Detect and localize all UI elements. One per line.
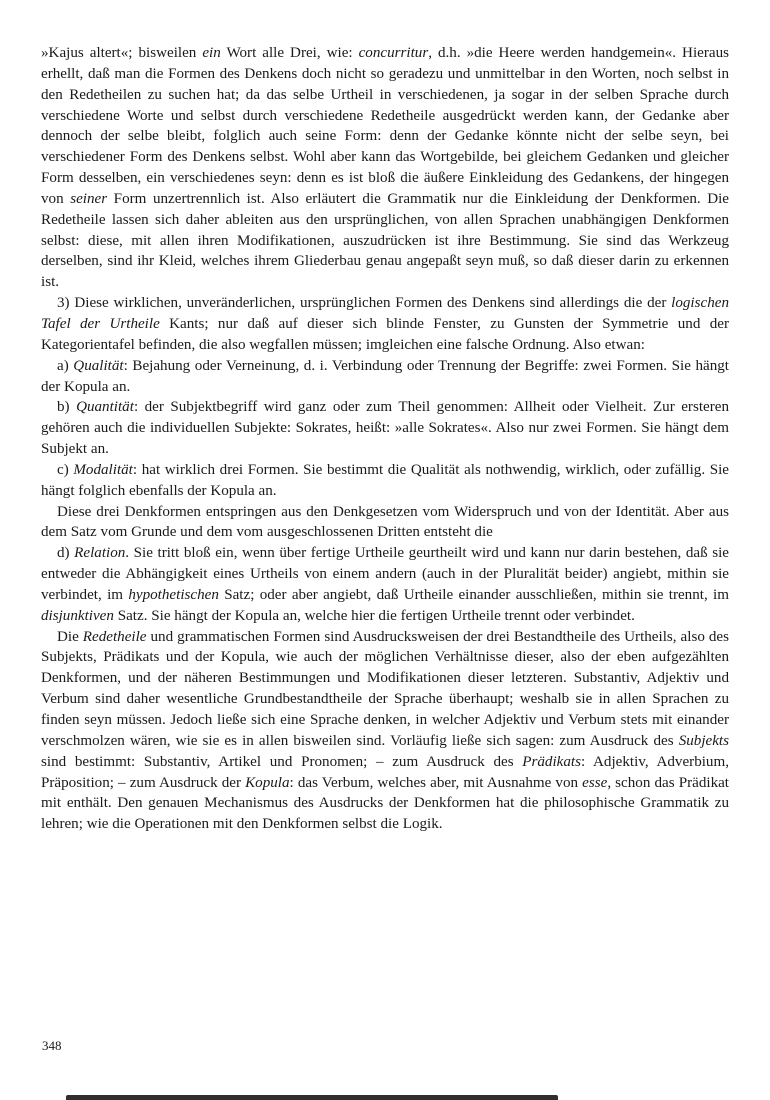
paragraph bbox=[41, 543, 729, 626]
text-run: c) bbox=[57, 461, 74, 478]
italic-text-run: Kopula bbox=[245, 774, 290, 791]
text-run: , schon das Prädikat mit enthält. Den genauen Mechanismus des Ausdrucks der Denkformen hat die philosophische Grammatik zu lehren; wie die Operationen mit den Denkformen selbst die Logik. bbox=[41, 774, 730, 833]
italic-text-run: Subjekts bbox=[678, 732, 729, 749]
paragraph bbox=[41, 356, 729, 398]
italic-text-run: esse bbox=[582, 774, 608, 791]
paragraph bbox=[41, 627, 729, 835]
text-run: Die bbox=[57, 628, 83, 645]
italic-text-run: Relation bbox=[74, 545, 126, 562]
italic-text-run: logischen Tafel der Urtheile bbox=[41, 295, 729, 332]
italic-text-run: seiner bbox=[70, 190, 108, 207]
text-run: Satz. Sie hängt der Kopula an, welche hier die fertigen Urtheile trennt oder verbindet. bbox=[113, 607, 635, 624]
paragraph bbox=[41, 397, 729, 460]
text-block bbox=[41, 43, 729, 835]
italic-text-run: ein bbox=[202, 45, 221, 61]
text-run: 3) Diese wirklichen, unveränderlichen, ursprünglichen Formen des Denkens sind allerdings die der bbox=[57, 295, 672, 312]
page-number: 348 bbox=[42, 1038, 62, 1053]
text-run: b) bbox=[57, 399, 77, 416]
page-edge-artifact bbox=[66, 1095, 558, 1100]
italic-text-run: Prädikats bbox=[522, 753, 581, 770]
text-run: a) bbox=[57, 357, 74, 374]
italic-text-run: hypothetischen bbox=[128, 586, 219, 603]
italic-text-run: Modalität bbox=[73, 461, 133, 478]
italic-text-run: Qualität bbox=[73, 357, 124, 374]
text-run: Satz; oder aber angiebt, daß Urtheile einander ausschließen, mithin sie trennt, im bbox=[218, 586, 729, 603]
paragraph bbox=[41, 293, 729, 356]
text-run: : hat wirklich drei Formen. Sie bestimmt die Qualität als nothwendig, wirklich, oder zufällig. Sie hängt folglich ebenfalls der Kopula an. bbox=[41, 461, 729, 499]
text-run: : Bejahung oder Verneinung, d. i. Verbindung oder Trennung der Begriffe: zwei Formen. Sie hängt der Kopula an. bbox=[41, 357, 730, 395]
text-run: »Kajus altert«; bisweilen bbox=[41, 45, 203, 61]
italic-text-run: Quantität bbox=[76, 399, 134, 416]
text-run: : Adjektiv, Adverbium, Präposition; – zum Ausdruck der bbox=[41, 753, 729, 791]
text-run: Kants; nur daß auf dieser sich blinde Fenster, zu Gunsten der Symmetrie und der Kategorientafel befinden, die also wegfallen müssen; imgleichen eine falsche Ordnung. Also etwan: bbox=[41, 315, 730, 353]
paragraph bbox=[41, 43, 729, 293]
text-run: . Sie tritt bloß ein, wenn über fertige Urtheile geurtheilt wird und kann nur darin bestehen, daß sie entweder die Abhängigkeit eines Urtheils von einem andern (auch in der Pluralität beider) angiebt, mithin sie verbindet, im bbox=[41, 545, 729, 603]
paragraph bbox=[41, 502, 729, 544]
italic-text-run: concurritur bbox=[358, 45, 429, 61]
paragraph bbox=[41, 460, 729, 502]
text-run: , d.h. »die Heere werden handgemein«. Hieraus erhellt, daß man die Formen des Denkens doch nicht so geradezu und unmittelbar in den Worten, noch selbst in den Redetheilen zu suchen hat; da das selbe Urtheil in verschiedenen, ja sogar in der selben Sprache durch verschiedene Worte und selbst durch verschiedene Redetheile ausgedrückt werden kann, der Gedanke aber dennoch der selbe bleibt, folglich auch seine Form: denn der Gedanke könnte nicht der selbe seyn, bei verschiedener Form des Denkens selbst. Wohl aber kann das Wortgebilde, bei gleichem Gedanken und gleicher Form desselben, ein verschiedenes seyn: denn es ist bloß die äußere Einkleidung des Gedankens, der hingegen von bbox=[41, 45, 729, 207]
italic-text-run: disjunktiven bbox=[41, 607, 114, 624]
text-run: : der Subjektbegriff wird ganz oder zum Theil genommen: Allheit oder Vielheit. Zur ersteren gehören auch die individuellen Subjekte: Sokrates, heißt: »alle Sokrates«. Also nur zwei Formen. Sie hängt dem Subjekt an. bbox=[41, 399, 729, 458]
text-run: Diese drei Denkformen entspringen aus den Denkgesetzen vom Widerspruch und von der Identität. Aber aus dem Satz vom Grunde und dem vom ausgeschlossenen Dritten entsteht die bbox=[41, 503, 729, 541]
text-run: : das Verbum, welches aber, mit Ausnahme von bbox=[289, 774, 583, 791]
text-run: sind bestimmt: Substantiv, Artikel und Pronomen; – zum Ausdruck des bbox=[41, 753, 523, 770]
text-run: Form unzertrennlich ist. Also erläutert die Grammatik nur die Einkleidung der Denkformen. Die Redetheile lassen sich daher ableiten aus den ursprünglichen, von allen Sprachen unabhängigen Denkformen selbst: diese, mit allen ihren Modifikationen, auszudrücken ist ihre Bestimmung. Sie sind das Werkzeug derselben, sind ihr Kleid, welches ihrem Gliederbau genau angepaßt seyn muß, so daß dieser darin zu erkennen ist. bbox=[41, 190, 730, 291]
text-run: Wort alle Drei, wie: bbox=[220, 45, 359, 61]
text-run: d) bbox=[57, 545, 75, 562]
italic-text-run: Redetheile bbox=[82, 628, 147, 645]
text-run: und grammatischen Formen sind Ausdrucksweisen der drei Bestandtheile des Urtheils, also des Subjekts, Prädikats und der Kopula, wie auch der möglichen Verhältnisse dieser, also der eben aufgezählten Denkformen, und der näheren Bestimmungen und Modifikationen dieser letzteren. Substantiv, Adjektiv und Verbum sind daher wesentliche Grundbestandtheile der Sprache überhaupt; weshalb sie in allen Sprachen zu finden seyn müssen. Jedoch ließe sich eine Sprache denken, in welcher Adjektiv und Verbum stets mit einander verschmolzen wären, wie sie es in allen bisweilen sind. Vorläufig ließe sich sagen: zum Ausdruck des bbox=[41, 628, 729, 749]
